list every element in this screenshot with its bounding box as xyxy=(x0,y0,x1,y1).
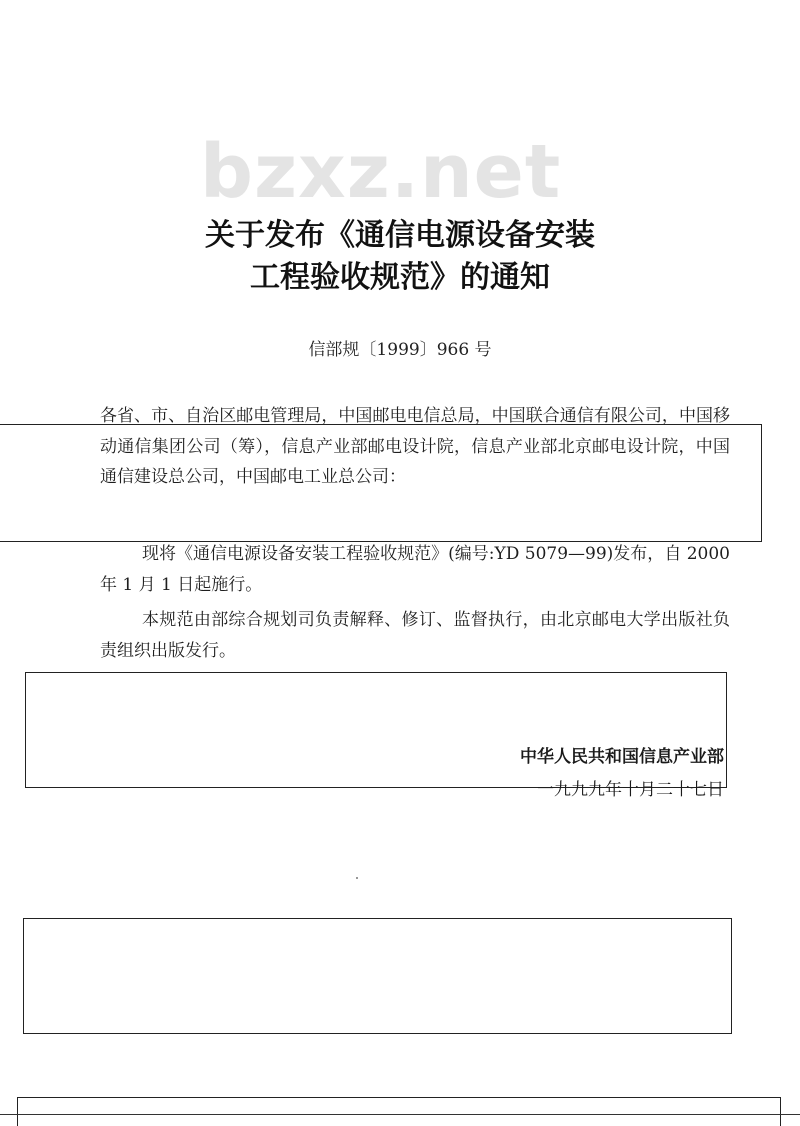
recipients-paragraph: 各省、市、自治区邮电管理局，中国邮电电信总局，中国联合通信有限公司，中国移动通信集团公司（筹），信息产业部邮电设计院，信息产业部北京邮电设计院，中国通信建设总公司，中国邮电工业总公司： xyxy=(100,406,730,487)
title-line-2: 工程验收规范》的通知 xyxy=(250,260,550,295)
annotation-box-footer xyxy=(17,1097,781,1126)
body-paragraph-2: 本规范由部综合规划司负责解释、修订、监督执行，由北京邮电大学出版社负责组织出版发行。 xyxy=(100,610,730,661)
document-number: 信部规〔1999〕966 号 xyxy=(308,340,492,360)
issue-date: 一九九九年十月二十七日 xyxy=(537,780,724,800)
body-paragraph-1: 现将《通信电源设备安装工程验收规范》(编号:YD 5079—99)发布，自 2000 年 1 月 1 日起施行。 xyxy=(100,544,730,595)
annotation-box-empty xyxy=(23,918,732,1034)
footer-rule xyxy=(0,1114,800,1115)
scan-speck xyxy=(356,877,358,879)
watermark: bzxz.net xyxy=(200,129,562,215)
title-line-1: 关于发布《通信电源设备安装 xyxy=(205,218,595,253)
annotation-box-recipients xyxy=(0,424,762,542)
issuer-signature: 中华人民共和国信息产业部 xyxy=(520,747,724,767)
